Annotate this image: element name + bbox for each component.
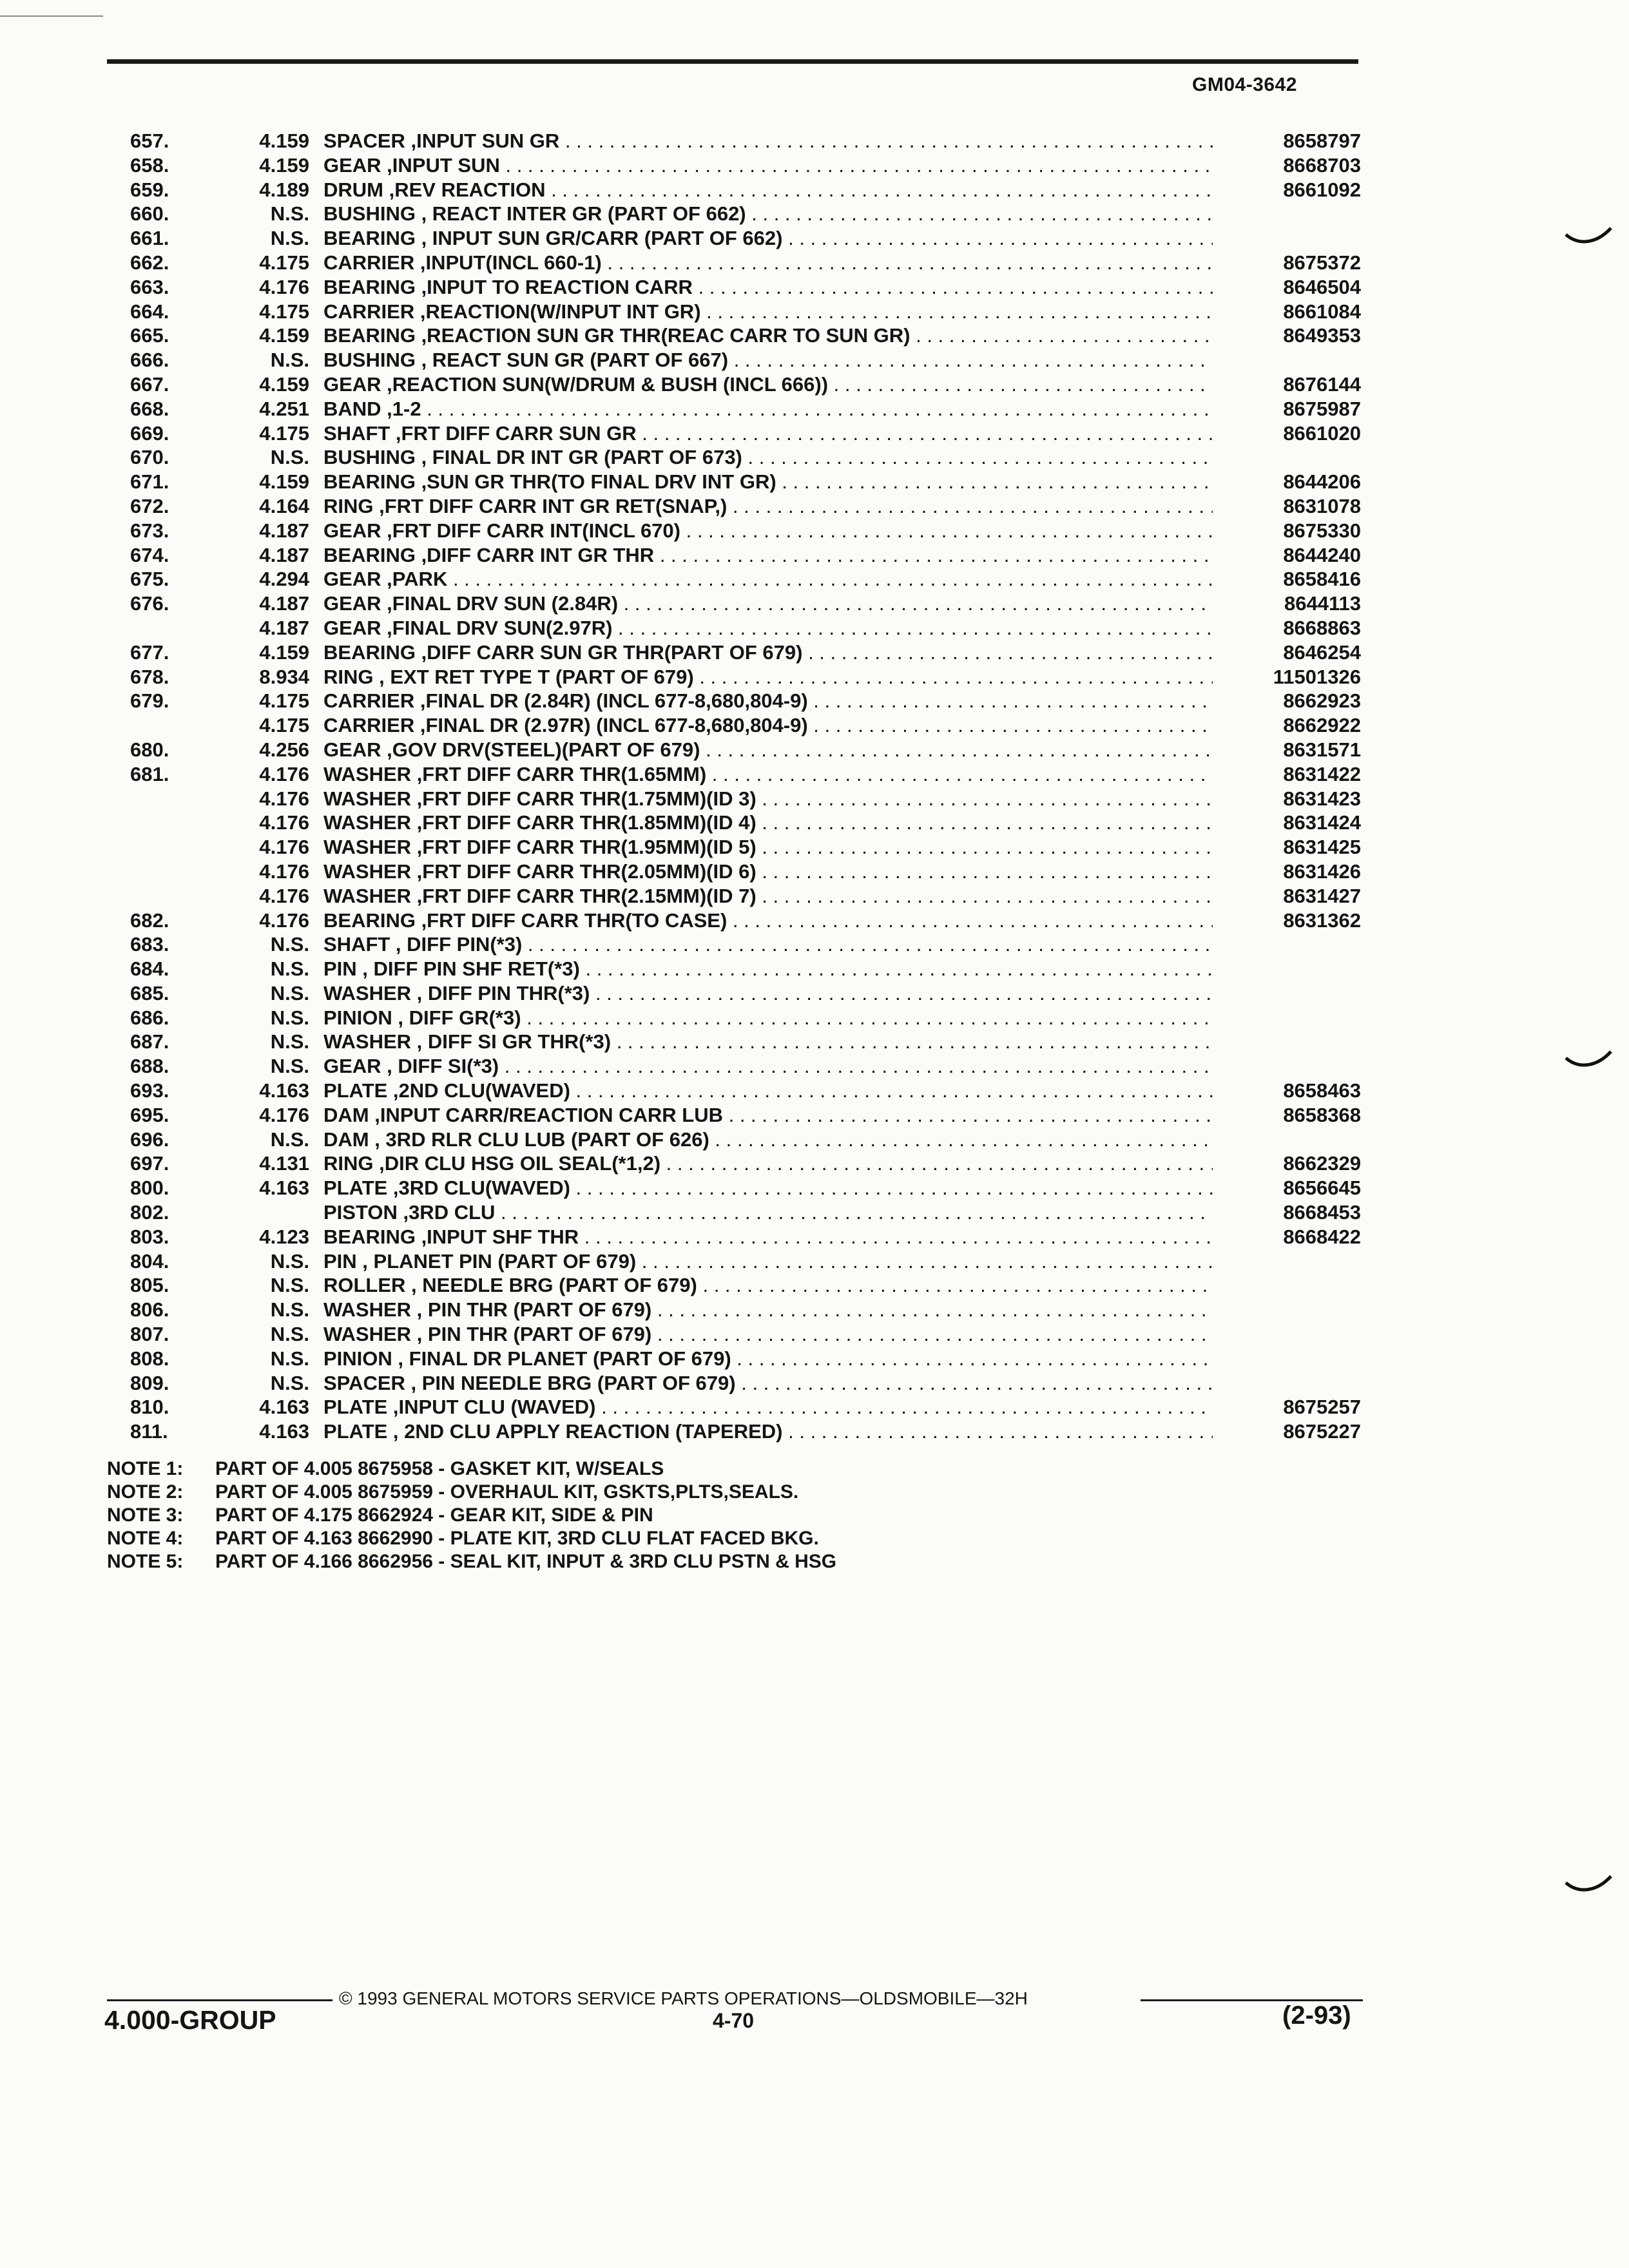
table-row (0, 251, 1629, 275)
item-number: 657. (130, 130, 169, 152)
table-row (0, 591, 1629, 616)
item-number: 805. (130, 1274, 169, 1297)
part-description: WASHER , DIFF PIN THR(*3) . . . (323, 981, 1213, 1006)
item-number: 681. (130, 762, 169, 785)
table-row (0, 202, 1629, 226)
group-number: 4.175 (259, 300, 309, 323)
revision-date: (2-93) (1282, 2001, 1351, 2030)
group-number: 4.175 (259, 251, 309, 274)
part-number: 11501326 (1273, 665, 1361, 688)
table-row (0, 1176, 1629, 1200)
group-number: N.S. (270, 1371, 309, 1394)
item-number: 685. (130, 981, 169, 1004)
group-number: 4.176 (259, 908, 309, 932)
table-row (0, 787, 1629, 811)
table-row (0, 957, 1629, 981)
group-number: 4.187 (259, 592, 309, 615)
part-number: 8631425 (1283, 836, 1361, 859)
note-line (107, 1504, 836, 1527)
group-number: 4.176 (259, 811, 309, 834)
table-row (0, 421, 1629, 446)
part-number: 8644206 (1283, 470, 1361, 494)
group-number: N.S. (270, 1323, 309, 1346)
header-rule (107, 59, 1358, 64)
group-number: N.S. (270, 1274, 309, 1297)
item-number: 678. (130, 665, 169, 688)
table-row (0, 1128, 1629, 1152)
item-number: 669. (130, 421, 169, 445)
footer-rule-left (107, 1999, 333, 2001)
table-row (0, 762, 1629, 787)
table-row (0, 908, 1629, 933)
group-number: 4.176 (259, 1103, 309, 1126)
table-row (0, 1103, 1629, 1128)
part-description: WASHER , DIFF SI GR THR(*3) . . . (323, 1030, 1213, 1054)
part-number: 8676144 (1283, 372, 1361, 396)
group-number: 4.187 (259, 543, 309, 566)
note-label: NOTE 3: (107, 1504, 184, 1526)
table-row (0, 1079, 1629, 1103)
part-description: PINION , FINAL DR PLANET (PART OF 679) . . . (323, 1347, 1213, 1371)
table-row (0, 178, 1629, 202)
punch-hole-mark-icon (1565, 226, 1612, 249)
group-number: 4.159 (259, 324, 309, 347)
item-number: 670. (130, 446, 169, 469)
part-number: 8631571 (1283, 738, 1361, 761)
item-number: 693. (130, 1079, 169, 1102)
group-number: 4.176 (259, 836, 309, 859)
table-row (0, 300, 1629, 324)
part-number: 8661020 (1283, 421, 1361, 445)
part-description: DAM ,INPUT CARR/REACTION CARR LUB . . . (323, 1103, 1213, 1128)
group-number: N.S. (270, 933, 309, 956)
table-row (0, 811, 1629, 835)
group-number: 4.176 (259, 275, 309, 298)
group-number: 4.189 (259, 178, 309, 201)
table-row (0, 494, 1629, 519)
item-number: 684. (130, 957, 169, 981)
table-row (0, 226, 1629, 251)
part-description: ROLLER , NEEDLE BRG (PART OF 679) . . . (323, 1273, 1213, 1298)
notes-section (107, 1457, 836, 1573)
part-number: 8631424 (1283, 811, 1361, 834)
note-label: NOTE 5: (107, 1551, 184, 1572)
note-text: PART OF 4.005 8675958 - GASKET KIT, W/SEALS (215, 1458, 664, 1479)
item-number: 696. (130, 1128, 169, 1151)
part-description: SHAFT , DIFF PIN(*3) . . . (323, 932, 1213, 957)
part-number: 8656645 (1283, 1177, 1361, 1200)
item-number: 807. (130, 1323, 169, 1346)
part-description: GEAR ,FRT DIFF CARR INT(INCL 670) . . . (323, 519, 1213, 543)
group-number: 4.187 (259, 616, 309, 639)
part-description: CARRIER ,FINAL DR (2.97R) (INCL 677-8,680,804-9) . . . (323, 713, 1213, 738)
part-description: WASHER , PIN THR (PART OF 679) . . . (323, 1322, 1213, 1347)
item-number: 687. (130, 1030, 169, 1053)
part-description: SPACER , PIN NEEDLE BRG (PART OF 679) . . . (323, 1371, 1213, 1396)
group-number: 8.934 (259, 665, 309, 688)
part-number: 8668863 (1283, 616, 1361, 639)
corner-line (0, 15, 103, 17)
group-number: N.S. (270, 227, 309, 250)
part-description: SHAFT ,FRT DIFF CARR SUN GR . . . (323, 421, 1213, 446)
group-number: 4.256 (259, 738, 309, 761)
part-description: PLATE ,INPUT CLU (WAVED) . . . (323, 1395, 1213, 1419)
table-row (0, 567, 1629, 591)
group-number: 4.163 (259, 1396, 309, 1419)
part-number: 8658463 (1283, 1079, 1361, 1102)
part-description: BUSHING , REACT SUN GR (PART OF 667) . . . (323, 348, 1213, 372)
part-description: GEAR ,INPUT SUN . . . (323, 153, 1213, 178)
part-description: PLATE ,2ND CLU(WAVED) . . . (323, 1079, 1213, 1103)
part-number: 8675257 (1283, 1396, 1361, 1419)
part-description: WASHER ,FRT DIFF CARR THR(2.05MM)(ID 6) . . . (323, 860, 1213, 884)
table-row (0, 713, 1629, 738)
table-row (0, 932, 1629, 957)
part-description: RING ,FRT DIFF CARR INT GR RET(SNAP,) . . . (323, 494, 1213, 519)
table-row (0, 1298, 1629, 1322)
part-number: 8662923 (1283, 689, 1361, 713)
table-row (0, 835, 1629, 860)
table-row (0, 665, 1629, 689)
part-description: RING , EXT RET TYPE T (PART OF 679) . . . (323, 665, 1213, 689)
part-number: 8631362 (1283, 908, 1361, 932)
part-description: CARRIER ,FINAL DR (2.84R) (INCL 677-8,680,804-9) . . . (323, 689, 1213, 713)
table-row (0, 348, 1629, 372)
note-label: NOTE 4: (107, 1528, 184, 1549)
table-row (0, 1395, 1629, 1419)
group-number: 4.163 (259, 1177, 309, 1200)
group-number: 4.175 (259, 421, 309, 445)
part-description: WASHER ,FRT DIFF CARR THR(2.15MM)(ID 7) . . . (323, 884, 1213, 908)
part-number: 8644113 (1284, 592, 1361, 615)
table-row (0, 1006, 1629, 1030)
page-number: 4-70 (713, 2009, 755, 2032)
item-number: 665. (130, 324, 169, 347)
group-number: 4.175 (259, 714, 309, 737)
group-number: N.S. (270, 1249, 309, 1273)
part-number: 8631426 (1283, 860, 1361, 883)
table-row (0, 1151, 1629, 1176)
part-number: 8661084 (1283, 300, 1361, 323)
item-number: 675. (130, 568, 169, 591)
table-row (0, 884, 1629, 908)
part-description: WASHER ,FRT DIFF CARR THR(1.95MM)(ID 5) . . . (323, 835, 1213, 860)
part-number: 8668703 (1283, 153, 1361, 177)
part-description: WASHER ,FRT DIFF CARR THR(1.85MM)(ID 4) . . . (323, 811, 1213, 835)
table-row (0, 519, 1629, 543)
part-description: PISTON ,3RD CLU . . . (323, 1200, 1213, 1225)
note-label: NOTE 1: (107, 1458, 184, 1479)
part-number: 8675987 (1283, 397, 1361, 420)
part-number: 8646504 (1283, 275, 1361, 298)
punch-hole-mark-icon (1565, 1049, 1612, 1072)
group-number: N.S. (270, 349, 309, 372)
item-number: 661. (130, 227, 169, 250)
table-row (0, 445, 1629, 470)
table-row (0, 275, 1629, 300)
part-description: GEAR ,FINAL DRV SUN (2.84R) . . . (323, 591, 1213, 616)
group-number: 4.164 (259, 494, 309, 517)
part-number: 8675227 (1283, 1420, 1361, 1443)
note-label: NOTE 2: (107, 1481, 184, 1503)
group-number: 4.176 (259, 884, 309, 907)
part-description: BEARING ,INPUT TO REACTION CARR . . . (323, 275, 1213, 300)
part-description: WASHER , PIN THR (PART OF 679) . . . (323, 1298, 1213, 1322)
item-number: 658. (130, 153, 169, 177)
table-row (0, 1054, 1629, 1079)
note-line (107, 1550, 836, 1573)
group-number: 4.251 (259, 397, 309, 420)
table-row (0, 397, 1629, 421)
part-description: RING ,DIR CLU HSG OIL SEAL(*1,2) . . . (323, 1151, 1213, 1176)
group-number: 4.187 (259, 519, 309, 542)
part-description: WASHER ,FRT DIFF CARR THR(1.65MM) . . . (323, 762, 1213, 787)
group-number: N.S. (270, 1298, 309, 1321)
group-number: N.S. (270, 1006, 309, 1029)
part-description: BUSHING , FINAL DR INT GR (PART OF 673) . . . (323, 445, 1213, 470)
group-number: 4.176 (259, 860, 309, 883)
item-number: 680. (130, 738, 169, 761)
item-number: 666. (130, 349, 169, 372)
item-number: 663. (130, 275, 169, 298)
part-description: SPACER ,INPUT SUN GR . . . (323, 129, 1213, 153)
note-text: PART OF 4.005 8675959 - OVERHAUL KIT, GSKTS,PLTS,SEALS. (215, 1481, 799, 1503)
item-number: 808. (130, 1347, 169, 1370)
group-number: 4.294 (259, 568, 309, 591)
group-number: 4.159 (259, 640, 309, 664)
table-row (0, 1347, 1629, 1371)
part-description: BEARING ,INPUT SHF THR . . . (323, 1225, 1213, 1249)
item-number: 802. (130, 1201, 169, 1224)
table-row (0, 1200, 1629, 1225)
part-number: 8646254 (1283, 640, 1361, 664)
group-number: 4.131 (259, 1152, 309, 1175)
item-number: 664. (130, 300, 169, 323)
part-description: BEARING ,SUN GR THR(TO FINAL DRV INT GR) . . . (323, 470, 1213, 494)
part-number: 8631422 (1283, 762, 1361, 785)
table-row (0, 1249, 1629, 1274)
group-number: 4.163 (259, 1420, 309, 1443)
item-number: 697. (130, 1152, 169, 1175)
part-number: 8631427 (1283, 884, 1361, 907)
part-number: 8668422 (1283, 1225, 1361, 1248)
part-description: BEARING ,DIFF CARR SUN GR THR(PART OF 679) . . . (323, 640, 1213, 665)
group-number: 4.123 (259, 1225, 309, 1248)
table-row (0, 1322, 1629, 1347)
item-number: 683. (130, 933, 169, 956)
table-row (0, 470, 1629, 494)
note-line (107, 1481, 836, 1504)
part-description: BEARING , INPUT SUN GR/CARR (PART OF 662) . . . (323, 226, 1213, 251)
part-description: DAM , 3RD RLR CLU LUB (PART OF 626) . . . (323, 1128, 1213, 1152)
item-number: 668. (130, 397, 169, 420)
part-description: WASHER ,FRT DIFF CARR THR(1.75MM)(ID 3) . . . (323, 787, 1213, 811)
group-number: N.S. (270, 981, 309, 1004)
item-number: 679. (130, 689, 169, 713)
item-number: 688. (130, 1055, 169, 1078)
copyright-line: © 1993 GENERAL MOTORS SERVICE PARTS OPERATIONS—OLDSMOBILE—32H (339, 1988, 1028, 2008)
part-description: GEAR ,REACTION SUN(W/DRUM & BUSH (INCL 666)) . . . (323, 372, 1213, 397)
part-number: 8631423 (1283, 787, 1361, 810)
item-number: 673. (130, 519, 169, 542)
group-number: N.S. (270, 1055, 309, 1078)
part-number: 8631078 (1283, 494, 1361, 517)
part-description: PLATE ,3RD CLU(WAVED) . . . (323, 1176, 1213, 1200)
punch-hole-mark-icon (1565, 1874, 1612, 1897)
item-number: 800. (130, 1177, 169, 1200)
group-number: N.S. (270, 446, 309, 469)
group-label: 4.000-GROUP (104, 2005, 276, 2035)
table-row (0, 323, 1629, 348)
item-number: 695. (130, 1103, 169, 1126)
group-number: 4.176 (259, 762, 309, 785)
item-number: 811. (130, 1420, 168, 1443)
table-row (0, 738, 1629, 762)
item-number: 810. (130, 1396, 169, 1419)
table-row (0, 689, 1629, 713)
item-number: 809. (130, 1371, 169, 1394)
table-row (0, 129, 1629, 153)
note-text: PART OF 4.163 8662990 - PLATE KIT, 3RD CLU FLAT FACED BKG. (215, 1528, 819, 1549)
item-number: 674. (130, 543, 169, 566)
item-number: 677. (130, 640, 169, 664)
group-number: 4.176 (259, 787, 309, 810)
group-number: 4.159 (259, 130, 309, 152)
table-row (0, 1273, 1629, 1298)
group-number: N.S. (270, 1030, 309, 1053)
group-number: N.S. (270, 1128, 309, 1151)
table-row (0, 1225, 1629, 1249)
part-description: BAND ,1-2 . . . (323, 397, 1213, 421)
part-description: CARRIER ,REACTION(W/INPUT INT GR) . . . (323, 300, 1213, 324)
part-number: 8658368 (1283, 1103, 1361, 1126)
part-number: 8675330 (1283, 519, 1361, 542)
parts-list (0, 129, 1629, 1444)
item-number: 806. (130, 1298, 169, 1321)
table-row (0, 1419, 1629, 1444)
note-line (107, 1527, 836, 1550)
document-id: GM04-3642 (1192, 74, 1297, 95)
part-description: GEAR ,GOV DRV(STEEL)(PART OF 679) . . . (323, 738, 1213, 762)
item-number: 804. (130, 1249, 169, 1273)
part-description: BEARING ,DIFF CARR INT GR THR . . . (323, 543, 1213, 568)
part-description: PIN , PLANET PIN (PART OF 679) . . . (323, 1249, 1213, 1274)
table-row (0, 640, 1629, 665)
item-number: 671. (130, 470, 169, 494)
part-number: 8658797 (1283, 130, 1361, 152)
group-number: 4.159 (259, 153, 309, 177)
table-row (0, 1371, 1629, 1396)
item-number: 667. (130, 372, 169, 396)
part-number: 8668453 (1283, 1201, 1361, 1224)
group-number: N.S. (270, 957, 309, 981)
part-description: BEARING ,FRT DIFF CARR THR(TO CASE) . . . (323, 908, 1213, 933)
part-number: 8662329 (1283, 1152, 1361, 1175)
table-row (0, 860, 1629, 884)
part-description: GEAR ,FINAL DRV SUN(2.97R) . . . (323, 616, 1213, 640)
item-number: 676. (130, 592, 169, 615)
part-number: 8662922 (1283, 714, 1361, 737)
part-description: DRUM ,REV REACTION . . . (323, 178, 1213, 202)
group-number: N.S. (270, 1347, 309, 1370)
part-description: GEAR ,PARK . . . (323, 567, 1213, 591)
table-row (0, 616, 1629, 640)
note-text: PART OF 4.175 8662924 - GEAR KIT, SIDE & PIN (215, 1504, 653, 1526)
part-number: 8649353 (1283, 324, 1361, 347)
table-row (0, 153, 1629, 178)
item-number: 662. (130, 251, 169, 274)
part-description: BUSHING , REACT INTER GR (PART OF 662) . . . (323, 202, 1213, 226)
part-description: PLATE , 2ND CLU APPLY REACTION (TAPERED) . . . (323, 1419, 1213, 1444)
table-row (0, 372, 1629, 397)
item-number: 660. (130, 202, 169, 226)
part-description: GEAR , DIFF SI(*3) . . . (323, 1054, 1213, 1079)
table-row (0, 1030, 1629, 1054)
table-row (0, 981, 1629, 1006)
part-description: PIN , DIFF PIN SHF RET(*3) . . . (323, 957, 1213, 981)
note-text: PART OF 4.166 8662956 - SEAL KIT, INPUT & 3RD CLU PSTN & HSG (215, 1551, 837, 1572)
group-number: 4.159 (259, 372, 309, 396)
part-number: 8661092 (1283, 178, 1361, 201)
part-number: 8658416 (1283, 568, 1361, 591)
group-number: 4.175 (259, 689, 309, 713)
part-description: CARRIER ,INPUT(INCL 660-1) . . . (323, 251, 1213, 275)
part-number: 8675372 (1283, 251, 1361, 274)
item-number: 803. (130, 1225, 169, 1248)
item-number: 672. (130, 494, 169, 517)
group-number: 4.163 (259, 1079, 309, 1102)
table-row (0, 543, 1629, 568)
item-number: 659. (130, 178, 169, 201)
part-number: 8644240 (1283, 543, 1361, 566)
item-number: 682. (130, 908, 169, 932)
note-line (107, 1457, 836, 1481)
item-number: 686. (130, 1006, 169, 1029)
part-description: PINION , DIFF GR(*3) . . . (323, 1006, 1213, 1030)
group-number: 4.159 (259, 470, 309, 494)
group-number: N.S. (270, 202, 309, 226)
part-description: BEARING ,REACTION SUN GR THR(REAC CARR TO SUN GR) . . . (323, 323, 1213, 348)
